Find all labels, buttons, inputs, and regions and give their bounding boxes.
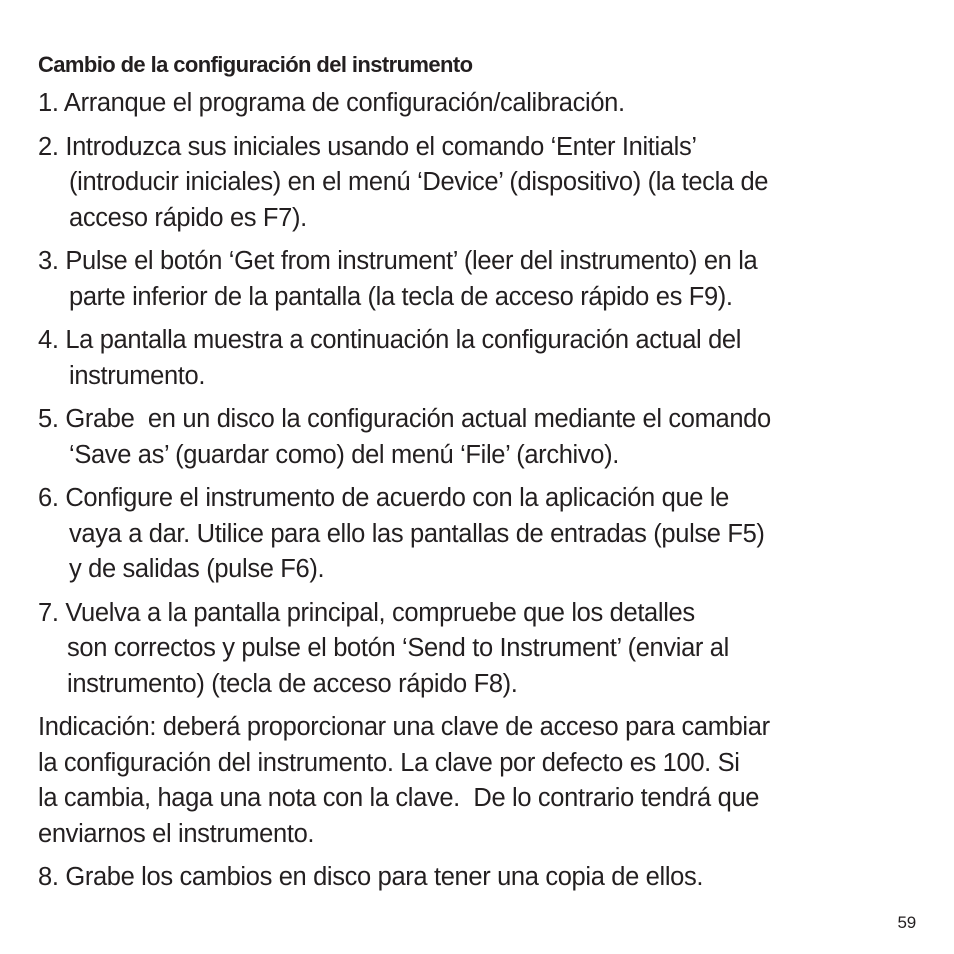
step-number: 8. [38, 863, 59, 891]
step-number: 1. [38, 89, 59, 117]
step-2 [38, 130, 923, 237]
step-number: 5. [38, 405, 59, 433]
step-text: Grabe los cambios en disco para tener una copia de ellos. [65, 863, 704, 891]
step-7 [38, 596, 923, 703]
step-line [38, 860, 923, 896]
step-text: instrumento. [69, 361, 206, 390]
step-text: Pulse el botón ‘Get from instrument’ (leer del instrumento) en la [65, 247, 758, 275]
step-number: 2. [38, 132, 59, 161]
step-number: 7. [38, 598, 59, 627]
step-line [38, 402, 923, 438]
step-8 [38, 860, 923, 896]
manual-page [38, 50, 923, 904]
step-text: Vuelva a la pantalla principal, compruebe que los detalles [65, 598, 695, 627]
note-paragraph [38, 710, 923, 852]
step-line [38, 86, 923, 122]
step-5 [38, 402, 923, 473]
step-line [38, 481, 923, 517]
step-text: (introducir iniciales) en el menú ‘Device’ (dispositivo) (la tecla de [69, 168, 769, 196]
note-line: Indicación: deberá proporcionar una clave de acceso para cambiar [38, 713, 770, 741]
section-heading: Cambio de la configuración del instrumento [38, 52, 473, 77]
step-text: Configure el instrumento de acuerdo con la aplicación que le [65, 484, 730, 512]
step-number: 3. [38, 247, 59, 275]
step-line [38, 130, 923, 166]
step-line [38, 596, 923, 632]
step-line [38, 323, 923, 359]
step-3 [38, 244, 923, 315]
step-6 [38, 481, 923, 588]
step-text: y de salidas (pulse F6). [69, 555, 325, 583]
page-number: 59 [897, 913, 916, 932]
step-text: son correctos y pulse el botón ‘Send to Instrument’ (enviar al [67, 634, 729, 662]
step-text: La pantalla muestra a continuación la configuración actual del [65, 326, 742, 354]
step-text: Grabe en un disco la configuración actual mediante el comando [65, 405, 771, 433]
note-line: la cambia, haga una nota con la clave. De lo contrario tendrá que [38, 784, 760, 812]
step-text: Arranque el programa de configuración/calibración. [63, 89, 625, 117]
step-text: vaya a dar. Utilice para ello las pantallas de entradas (pulse F5) [69, 519, 765, 548]
step-text: Introduzca sus iniciales usando el comando ‘Enter Initials’ [65, 132, 697, 161]
step-text: parte inferior de la pantalla (la tecla de acceso rápido es F9). [69, 282, 733, 311]
note-line: la configuración del instrumento. La clave por defecto es 100. Si [38, 748, 740, 777]
step-1 [38, 86, 923, 122]
step-number: 6. [38, 484, 59, 512]
step-number: 4. [38, 326, 59, 354]
step-text: ‘Save as’ (guardar como) del menú ‘File’ (archivo). [69, 440, 619, 469]
step-text: acceso rápido es F7). [69, 203, 307, 232]
note-line: enviarnos el instrumento. [38, 819, 315, 848]
step-text: instrumento) (tecla de acceso rápido F8). [67, 669, 518, 698]
step-4 [38, 323, 923, 394]
step-line [38, 244, 923, 280]
